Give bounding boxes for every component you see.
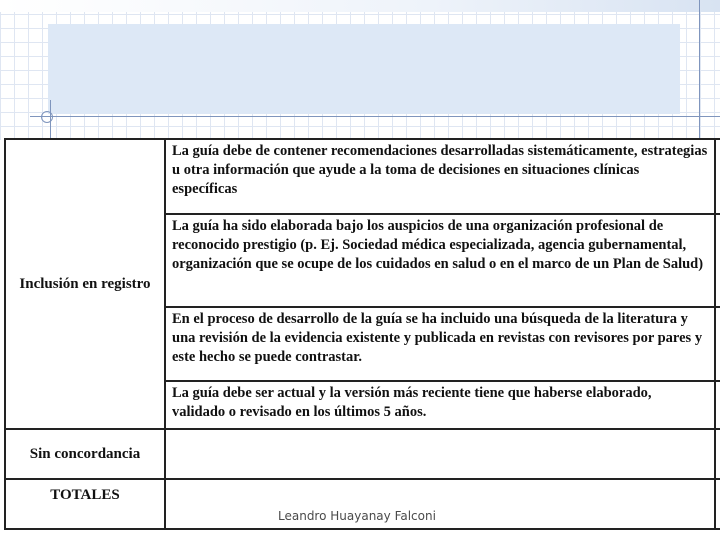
slide-footer-author: Leandro Huayanay Falconi <box>278 509 436 523</box>
table-cell-empty <box>715 381 720 429</box>
table-row <box>5 139 720 214</box>
table-cell-empty <box>165 479 715 529</box>
table-cell-empty <box>715 307 720 381</box>
table-cell-empty <box>715 214 720 307</box>
table-cell-empty <box>715 139 720 214</box>
criteria-table <box>4 138 720 530</box>
criterion-cell: En el proceso de desarrollo de la guía se ha incluido una búsqueda de la literatura y una revisión de la evidencia existente y publicada en revistas con revisores por pares y este hecho se puede contrastar. <box>165 307 715 381</box>
table-cell-empty <box>165 429 715 479</box>
table-row <box>5 429 720 479</box>
criterion-cell: La guía debe ser actual y la versión más reciente tiene que haberse elaborado, validado o revisado en los últimos 5 años. <box>165 381 715 429</box>
accent-circle-icon <box>41 111 53 123</box>
row-label-no-match: Sin concordancia <box>5 429 165 479</box>
accent-line-horizontal <box>30 116 720 117</box>
criterion-cell: La guía debe de contener recomendaciones desarrolladas sistemáticamente, estrategias u otra información que ayude a la toma de decisiones en situaciones clínicas específicas <box>165 139 715 214</box>
table-cell-empty <box>715 479 720 529</box>
row-label-inclusion: Inclusión en registro <box>5 139 165 429</box>
slide-top-gradient <box>0 0 720 12</box>
accent-line-right <box>699 0 700 140</box>
table-cell-empty <box>715 429 720 479</box>
slide-title-band <box>48 24 680 114</box>
row-label-totals: TOTALES <box>5 479 165 529</box>
criterion-cell: La guía ha sido elaborada bajo los auspicios de una organización profesional de reconocido prestigio (p. Ej. Sociedad médica especializada, agencia gubernamental, organización que se ocupe de los cuidados en salud o en el marco de un Plan de Salud) <box>165 214 715 307</box>
